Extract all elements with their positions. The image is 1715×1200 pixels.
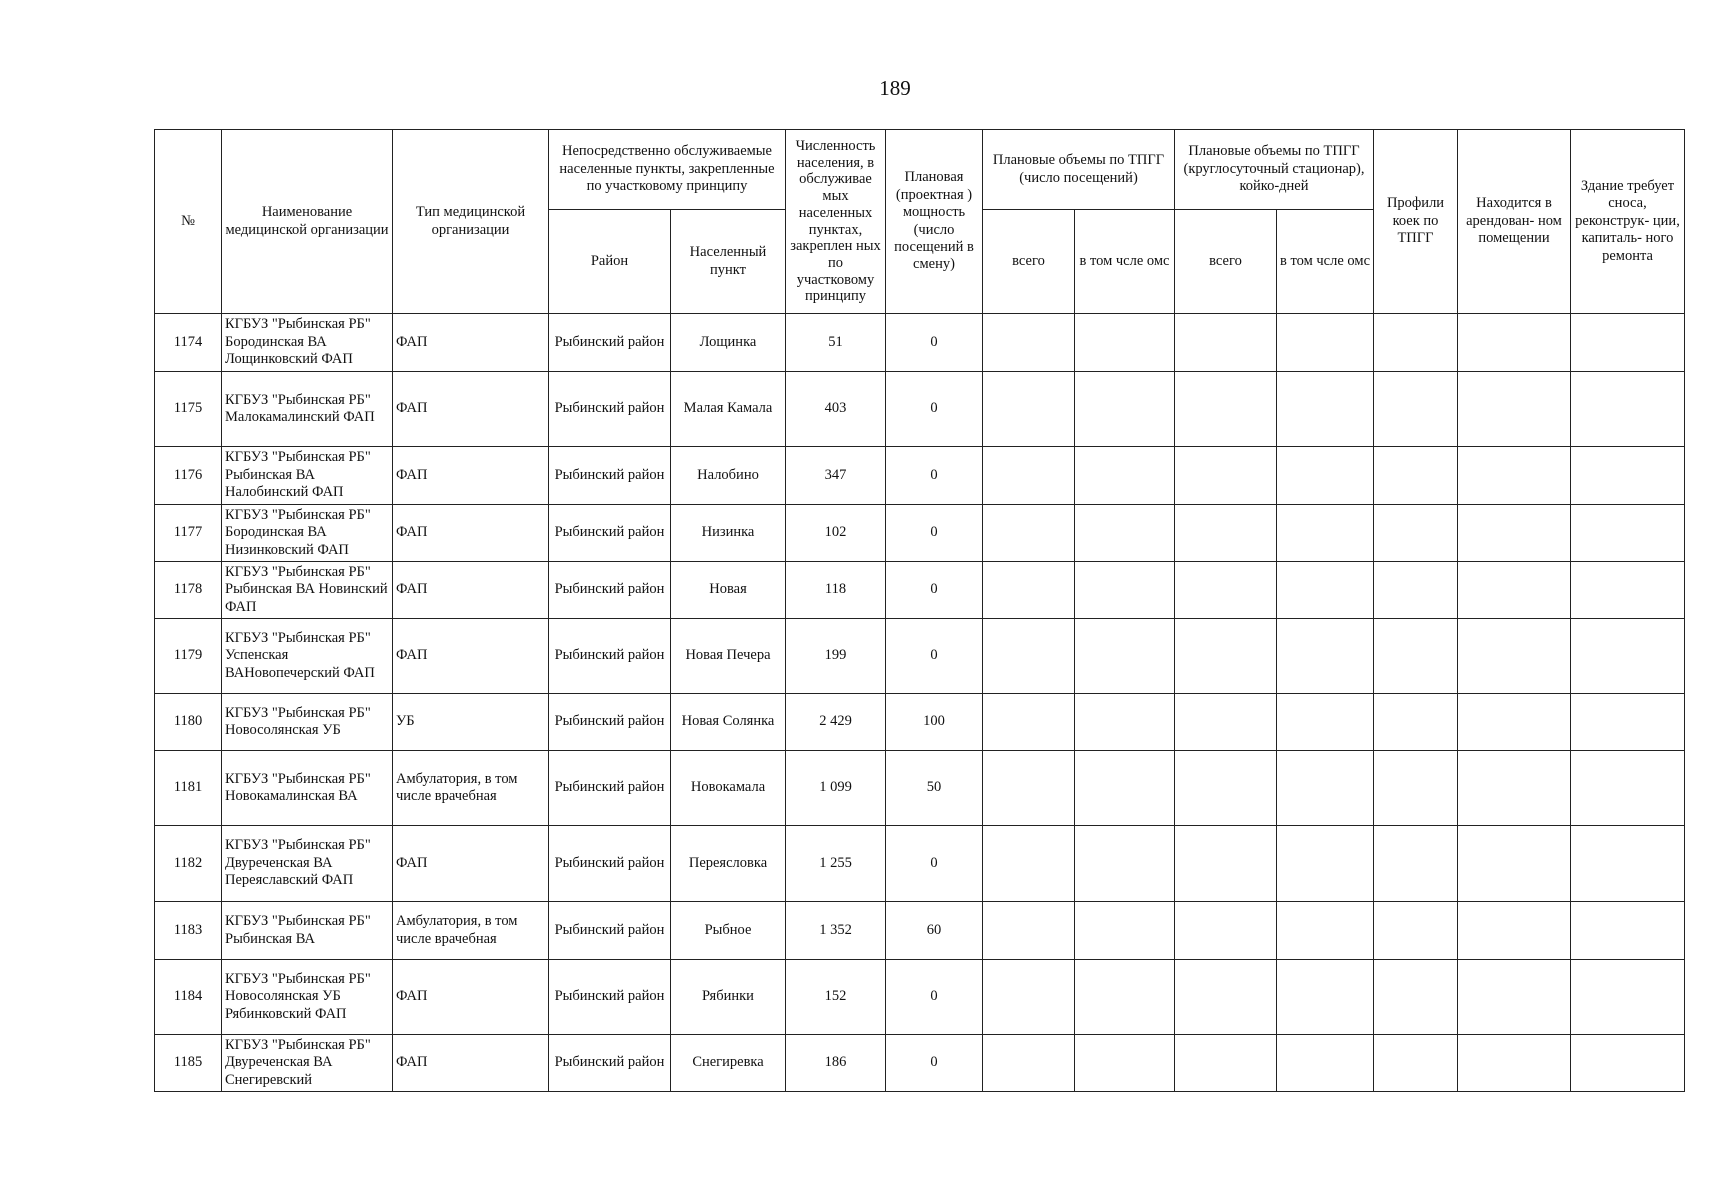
- table-row: [155, 902, 1685, 960]
- row-district: Рыбинский район: [549, 619, 671, 694]
- row-rented: [1458, 372, 1571, 447]
- row-beds-total: [1175, 694, 1277, 751]
- table-row: [155, 372, 1685, 447]
- row-district: Рыбинский район: [549, 505, 671, 562]
- row-no: 1179: [155, 619, 222, 694]
- row-capacity: 0: [886, 447, 983, 505]
- row-org-name: КГБУЗ "Рыбинская РБ" Новокамалинская ВА: [222, 751, 393, 826]
- header-capacity: Плановая (проектная ) мощность (число посещений в смену): [886, 130, 983, 314]
- table-row: [155, 314, 1685, 372]
- row-district: Рыбинский район: [549, 1035, 671, 1092]
- row-beds-total: [1175, 902, 1277, 960]
- header-org-name: Наименование медицинской организации: [222, 130, 393, 314]
- table-row: [155, 562, 1685, 619]
- row-rented: [1458, 619, 1571, 694]
- header-org-type: Тип медицинской организации: [393, 130, 549, 314]
- row-visits-oms: [1075, 619, 1175, 694]
- row-bed-profiles: [1374, 619, 1458, 694]
- row-visits-oms: [1075, 505, 1175, 562]
- header-visits-oms: в том чсле омс: [1075, 210, 1175, 314]
- row-population: 347: [786, 447, 886, 505]
- row-bed-profiles: [1374, 447, 1458, 505]
- row-rented: [1458, 960, 1571, 1035]
- row-rented: [1458, 447, 1571, 505]
- row-visits-total: [983, 960, 1075, 1035]
- row-visits-total: [983, 902, 1075, 960]
- row-no: 1176: [155, 447, 222, 505]
- row-visits-total: [983, 1035, 1075, 1092]
- row-beds-total: [1175, 314, 1277, 372]
- row-no: 1174: [155, 314, 222, 372]
- row-no: 1177: [155, 505, 222, 562]
- row-population: 199: [786, 619, 886, 694]
- row-org-type: ФАП: [393, 960, 549, 1035]
- row-no: 1183: [155, 902, 222, 960]
- row-rented: [1458, 902, 1571, 960]
- row-beds-oms: [1277, 902, 1374, 960]
- row-visits-oms: [1075, 314, 1175, 372]
- row-visits-oms: [1075, 562, 1175, 619]
- header-district: Район: [549, 210, 671, 314]
- row-rented: [1458, 694, 1571, 751]
- row-rented: [1458, 826, 1571, 902]
- row-settlement: Новая Солянка: [671, 694, 786, 751]
- row-district: Рыбинский район: [549, 694, 671, 751]
- row-org-name: КГБУЗ "Рыбинская РБ" Бородинская ВА Низинковский ФАП: [222, 505, 393, 562]
- row-settlement: Новокамала: [671, 751, 786, 826]
- row-beds-oms: [1277, 694, 1374, 751]
- table-row: [155, 505, 1685, 562]
- row-org-type: Амбулатория, в том числе врачебная: [393, 902, 549, 960]
- row-org-name: КГБУЗ "Рыбинская РБ" Двуреченская ВА Снегиревский: [222, 1035, 393, 1092]
- row-district: Рыбинский район: [549, 372, 671, 447]
- row-visits-oms: [1075, 694, 1175, 751]
- row-org-name: КГБУЗ "Рыбинская РБ" Двуреченская ВА Переяславский ФАП: [222, 826, 393, 902]
- row-needs-repair: [1571, 902, 1685, 960]
- row-district: Рыбинский район: [549, 902, 671, 960]
- header-settlement: Населенный пункт: [671, 210, 786, 314]
- row-settlement: Лощинка: [671, 314, 786, 372]
- table-header: [155, 130, 1685, 314]
- row-org-type: Амбулатория, в том числе врачебная: [393, 751, 549, 826]
- row-org-type: ФАП: [393, 562, 549, 619]
- row-org-name: КГБУЗ "Рыбинская РБ" Рыбинская ВА Новинский ФАП: [222, 562, 393, 619]
- row-beds-oms: [1277, 619, 1374, 694]
- header-population: Численность населения, в обслуживае мых населенных пунктах, закреплен ных по участковому принципу: [786, 130, 886, 314]
- row-visits-total: [983, 694, 1075, 751]
- row-population: 152: [786, 960, 886, 1035]
- row-visits-oms: [1075, 902, 1175, 960]
- row-no: 1185: [155, 1035, 222, 1092]
- row-rented: [1458, 562, 1571, 619]
- table-row: [155, 1035, 1685, 1092]
- row-visits-oms: [1075, 960, 1175, 1035]
- header-served-group: Непосредственно обслуживаемые населенные пункты, закрепленные по участковому принципу: [549, 130, 786, 210]
- row-beds-total: [1175, 960, 1277, 1035]
- row-needs-repair: [1571, 619, 1685, 694]
- row-needs-repair: [1571, 960, 1685, 1035]
- page-number: 189: [879, 76, 911, 100]
- row-settlement: Налобино: [671, 447, 786, 505]
- row-visits-oms: [1075, 372, 1175, 447]
- row-population: 118: [786, 562, 886, 619]
- row-org-name: КГБУЗ "Рыбинская РБ" Рыбинская ВА Налобинский ФАП: [222, 447, 393, 505]
- row-beds-oms: [1277, 314, 1374, 372]
- row-org-type: УБ: [393, 694, 549, 751]
- table-row: [155, 826, 1685, 902]
- row-no: 1182: [155, 826, 222, 902]
- row-org-type: ФАП: [393, 619, 549, 694]
- row-beds-total: [1175, 751, 1277, 826]
- row-district: Рыбинский район: [549, 826, 671, 902]
- header-bed-profiles: Профили коек по ТПГГ: [1374, 130, 1458, 314]
- row-org-name: КГБУЗ "Рыбинская РБ" Рыбинская ВА: [222, 902, 393, 960]
- row-bed-profiles: [1374, 694, 1458, 751]
- row-visits-total: [983, 562, 1075, 619]
- row-bed-profiles: [1374, 751, 1458, 826]
- row-needs-repair: [1571, 1035, 1685, 1092]
- row-needs-repair: [1571, 751, 1685, 826]
- row-population: 1 352: [786, 902, 886, 960]
- table-row: [155, 447, 1685, 505]
- row-visits-total: [983, 314, 1075, 372]
- row-visits-oms: [1075, 447, 1175, 505]
- row-needs-repair: [1571, 372, 1685, 447]
- row-district: Рыбинский район: [549, 314, 671, 372]
- row-settlement: Переясловка: [671, 826, 786, 902]
- row-population: 2 429: [786, 694, 886, 751]
- row-beds-total: [1175, 505, 1277, 562]
- row-beds-oms: [1277, 447, 1374, 505]
- row-capacity: 50: [886, 751, 983, 826]
- row-beds-total: [1175, 562, 1277, 619]
- row-settlement: Малая Камала: [671, 372, 786, 447]
- row-no: 1178: [155, 562, 222, 619]
- row-beds-oms: [1277, 826, 1374, 902]
- row-needs-repair: [1571, 562, 1685, 619]
- header-needs-repair: Здание требует сноса, реконструк- ции, капиталь- ного ремонта: [1571, 130, 1685, 314]
- row-bed-profiles: [1374, 902, 1458, 960]
- row-district: Рыбинский район: [549, 447, 671, 505]
- header-no: №: [155, 130, 222, 314]
- row-org-name: КГБУЗ "Рыбинская РБ" Новосолянская УБ Рябинковский ФАП: [222, 960, 393, 1035]
- row-beds-oms: [1277, 1035, 1374, 1092]
- row-population: 102: [786, 505, 886, 562]
- row-rented: [1458, 1035, 1571, 1092]
- row-beds-oms: [1277, 372, 1374, 447]
- row-district: Рыбинский район: [549, 562, 671, 619]
- row-needs-repair: [1571, 826, 1685, 902]
- header-beds-group: Плановые объемы по ТПГГ (круглосуточный стационар), койко-дней: [1175, 130, 1374, 210]
- row-visits-total: [983, 372, 1075, 447]
- header-visits-total: всего: [983, 210, 1075, 314]
- row-settlement: Рябинки: [671, 960, 786, 1035]
- row-population: 403: [786, 372, 886, 447]
- row-beds-oms: [1277, 751, 1374, 826]
- row-needs-repair: [1571, 447, 1685, 505]
- row-beds-oms: [1277, 505, 1374, 562]
- table-row: [155, 751, 1685, 826]
- row-visits-oms: [1075, 826, 1175, 902]
- row-population: 186: [786, 1035, 886, 1092]
- row-rented: [1458, 505, 1571, 562]
- row-beds-total: [1175, 826, 1277, 902]
- table-row: [155, 694, 1685, 751]
- row-no: 1180: [155, 694, 222, 751]
- row-settlement: Новая: [671, 562, 786, 619]
- row-visits-total: [983, 751, 1075, 826]
- table-row: [155, 960, 1685, 1035]
- header-beds-oms: в том чсле омс: [1277, 210, 1374, 314]
- row-visits-total: [983, 505, 1075, 562]
- row-bed-profiles: [1374, 562, 1458, 619]
- row-population: 1 255: [786, 826, 886, 902]
- row-district: Рыбинский район: [549, 751, 671, 826]
- row-population: 51: [786, 314, 886, 372]
- registry-table: [154, 129, 1685, 1092]
- row-beds-total: [1175, 1035, 1277, 1092]
- row-beds-total: [1175, 447, 1277, 505]
- row-rented: [1458, 751, 1571, 826]
- row-beds-oms: [1277, 960, 1374, 1035]
- row-capacity: 0: [886, 826, 983, 902]
- header-beds-total: всего: [1175, 210, 1277, 314]
- row-beds-total: [1175, 372, 1277, 447]
- row-org-type: ФАП: [393, 826, 549, 902]
- row-population: 1 099: [786, 751, 886, 826]
- row-capacity: 60: [886, 902, 983, 960]
- row-settlement: Снегиревка: [671, 1035, 786, 1092]
- row-bed-profiles: [1374, 372, 1458, 447]
- row-bed-profiles: [1374, 826, 1458, 902]
- row-needs-repair: [1571, 505, 1685, 562]
- row-visits-total: [983, 826, 1075, 902]
- row-settlement: Новая Печера: [671, 619, 786, 694]
- row-needs-repair: [1571, 694, 1685, 751]
- row-no: 1175: [155, 372, 222, 447]
- row-org-name: КГБУЗ "Рыбинская РБ" Новосолянская УБ: [222, 694, 393, 751]
- row-capacity: 0: [886, 562, 983, 619]
- row-capacity: 0: [886, 505, 983, 562]
- row-org-type: ФАП: [393, 314, 549, 372]
- row-district: Рыбинский район: [549, 960, 671, 1035]
- row-bed-profiles: [1374, 314, 1458, 372]
- row-org-name: КГБУЗ "Рыбинская РБ" Малокамалинский ФАП: [222, 372, 393, 447]
- row-org-type: ФАП: [393, 447, 549, 505]
- row-capacity: 0: [886, 1035, 983, 1092]
- row-org-name: КГБУЗ "Рыбинская РБ" Успенская ВАНовопечерский ФАП: [222, 619, 393, 694]
- row-org-type: ФАП: [393, 372, 549, 447]
- row-bed-profiles: [1374, 1035, 1458, 1092]
- row-no: 1181: [155, 751, 222, 826]
- row-beds-total: [1175, 619, 1277, 694]
- row-org-name: КГБУЗ "Рыбинская РБ" Бородинская ВА Лощинковский ФАП: [222, 314, 393, 372]
- row-bed-profiles: [1374, 960, 1458, 1035]
- row-capacity: 0: [886, 619, 983, 694]
- row-beds-oms: [1277, 562, 1374, 619]
- header-visits-group: Плановые объемы по ТПГГ (число посещений): [983, 130, 1175, 210]
- row-no: 1184: [155, 960, 222, 1035]
- row-capacity: 0: [886, 314, 983, 372]
- row-capacity: 0: [886, 372, 983, 447]
- header-rented: Находится в арендован- ном помещении: [1458, 130, 1571, 314]
- row-bed-profiles: [1374, 505, 1458, 562]
- table-row: [155, 619, 1685, 694]
- row-org-type: ФАП: [393, 1035, 549, 1092]
- row-org-type: ФАП: [393, 505, 549, 562]
- row-settlement: Рыбное: [671, 902, 786, 960]
- row-visits-total: [983, 447, 1075, 505]
- row-visits-oms: [1075, 751, 1175, 826]
- row-capacity: 0: [886, 960, 983, 1035]
- row-needs-repair: [1571, 314, 1685, 372]
- row-settlement: Низинка: [671, 505, 786, 562]
- table-body: [155, 314, 1685, 1092]
- row-visits-total: [983, 619, 1075, 694]
- row-rented: [1458, 314, 1571, 372]
- row-visits-oms: [1075, 1035, 1175, 1092]
- row-capacity: 100: [886, 694, 983, 751]
